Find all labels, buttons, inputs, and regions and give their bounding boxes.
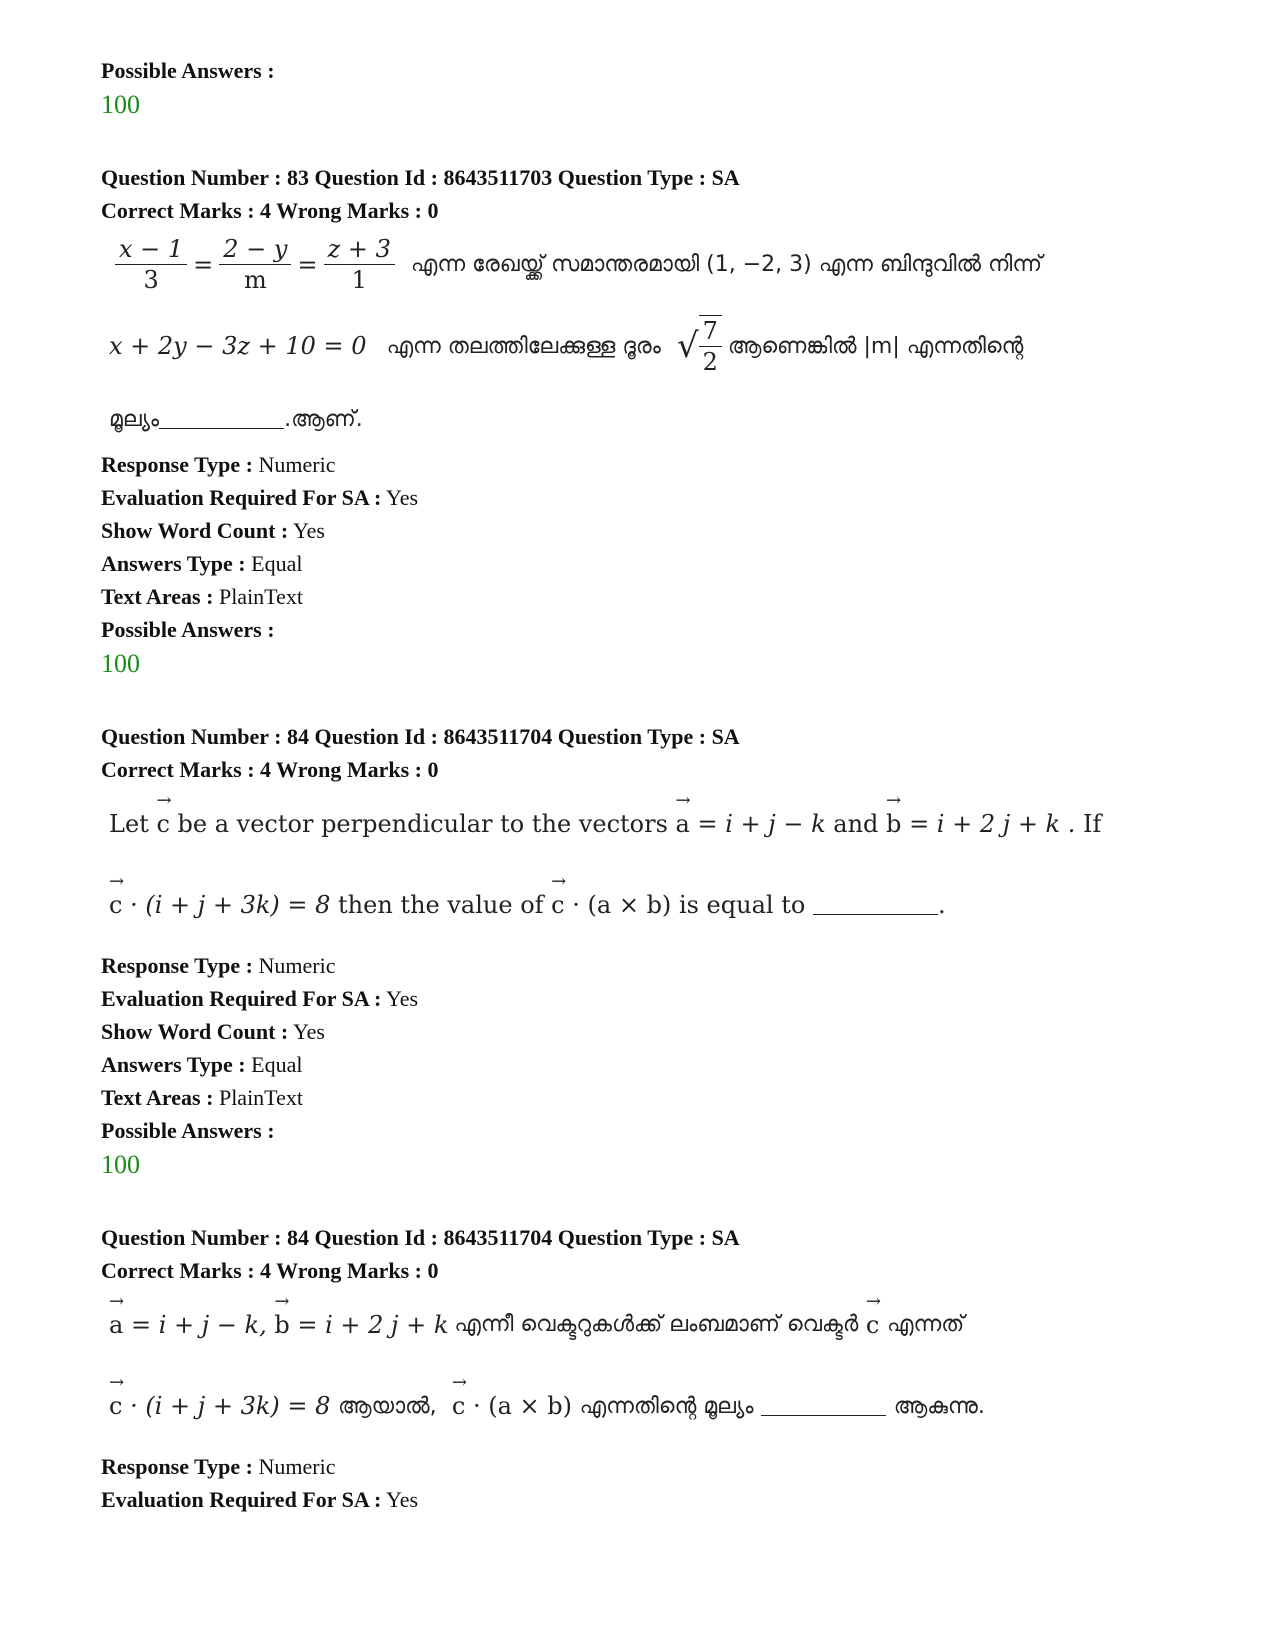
question-marks: Correct Marks : 4 Wrong Marks : 0 [101, 757, 439, 782]
possible-answers-label: Possible Answers : [101, 1118, 275, 1143]
question-line-3 [109, 390, 1181, 448]
question-line-2: → c · (i + j + 3k) = 8 ആയാൽ, → c · (a × b) എന്നതിന്റെ മൂല്യം ആകുന്നു. [109, 1362, 1181, 1450]
answers-type-value: Equal [251, 551, 303, 576]
question-text: .ആണ്. [284, 406, 363, 432]
fraction-2: $\frac{2 - y}{m}$ [219, 234, 291, 295]
answer-blank [159, 410, 284, 429]
text-areas-value: PlainText [218, 1085, 303, 1110]
question-text: എന്നത് [887, 1312, 965, 1337]
answer-blank [761, 1397, 886, 1416]
question-body [109, 786, 1181, 949]
question-84-english: Question Number : 84 Question Id : 8643511704 Question Type : SA Correct Marks : 4 Wrong Marks : 0 Let → c be a vector perpendicular to the vectors → a = i + j − k and → b = i + 2 j + k . If → c · (i + j + 3k) = 8 then the value of → c · (a × b) is equal to . Response Type : Numeric Evaluation Required For SA : Yes Show Word Count : Yes Answers Type : Equal Text Areas : PlainText Possible Answers : 100 [101, 720, 1181, 1183]
question-marks: Correct Marks : 4 Wrong Marks : 0 [101, 198, 439, 223]
possible-answer-value: 100 [101, 90, 140, 119]
response-type-value: Numeric [258, 452, 336, 477]
question-text: എന്നതിന്റെ മൂല്യം [579, 1393, 754, 1419]
vector-c: → c [109, 891, 122, 919]
possible-answer-value: 100 [101, 649, 140, 678]
possible-answers-label: Possible Answers : [101, 58, 275, 83]
question-line-1: → a = i + j − k, → b = i + 2 j + k എന്നീ വെക്ടറുകൾക്ക് ലംബമാണ് വെക്ടർ → c എന്നത് [109, 1287, 1181, 1362]
question-body [109, 227, 1181, 448]
question-body [109, 1287, 1181, 1450]
document-page [101, 54, 1181, 1516]
answer-blank [813, 896, 938, 915]
possible-answers-label: Possible Answers : [101, 617, 275, 642]
vector-c: → c [866, 1311, 879, 1339]
show-word-count-value: Yes [292, 1019, 325, 1044]
question-header: Question Number : 84 Question Id : 8643511704 Question Type : SA [101, 724, 740, 749]
possible-answer-value: 100 [101, 1150, 140, 1179]
question-84-malayalam: Question Number : 84 Question Id : 8643511704 Question Type : SA Correct Marks : 4 Wrong Marks : 0 → a = i + j − k, → b = i + 2 j + k എന്നീ വെക്ടറുകൾക്ക് ലംബമാണ് വെക്ടർ → c എന്നത് → c · (i + j + 3k) = 8 ആയാൽ, → c · (a × b) എന്നതിന്റെ മൂല്യം ആകുന്നു. Response Type : Numeric Evaluation Required For SA : Yes [101, 1221, 1181, 1516]
response-type-value: Numeric [258, 1454, 336, 1479]
vector-a: → a [109, 1311, 123, 1339]
vector-b: → b [886, 810, 901, 838]
response-type-value: Numeric [258, 953, 336, 978]
fraction-1: $\frac{x - 1}{3}$ [115, 234, 187, 295]
question-83: Question Number : 83 Question Id : 8643511703 Question Type : SA Correct Marks : 4 Wrong Marks : 0 $\frac{x - 1}{3}$ = $\frac{2 - y}{m}$ = $\frac{z + 3}{1}$ എന്ന രേഖയ്ക്ക് സമാന്തരമായി (1, −2, 3) എന്ന ബിന്ദുവിൽ നിന്ന് x + 2y − 3z + 10 = 0 എന്ന തലത്തിലേക്കുള്ള ദൂരം √ $\frac{7}{2}$ ആണെങ്കിൽ |m| എന്നതിന്റെ മൂല്യം .ആണ്. Response Type : Numeric Evaluation Required For SA : Yes Show Word Count : Yes Answers Type : Equal Text Areas : PlainText Possible Answers : 100 [101, 161, 1181, 682]
vector-b: → b [274, 1311, 289, 1339]
question-line-1: $\frac{x - 1}{3}$ = $\frac{2 - y}{m}$ = $\frac{z + 3}{1}$ എന്ന രേഖയ്ക്ക് സമാന്തരമായി (1, −2, 3) എന്ന ബിന്ദുവിൽ നിന്ന് [109, 227, 1181, 302]
question-text: ആയാൽ, [338, 1393, 437, 1419]
question-header: Question Number : 84 Question Id : 8643511704 Question Type : SA [101, 1225, 740, 1250]
question-text: ആകുന്നു. [893, 1393, 985, 1419]
question-text: എന്ന തലത്തിലേക്കുള്ള ദൂരം [386, 333, 661, 359]
text-areas-value: PlainText [218, 584, 303, 609]
answers-type-value: Equal [251, 1052, 303, 1077]
vector-c: → c [551, 891, 564, 919]
question-text: എന്ന രേഖയ്ക്ക് സമാന്തരമായി (1, −2, 3) എന്ന ബിന്ദുവിൽ നിന്ന് [410, 252, 1043, 277]
vector-c: → c [109, 1392, 122, 1420]
question-marks: Correct Marks : 4 Wrong Marks : 0 [101, 1258, 439, 1283]
evaluation-required-value: Yes [386, 986, 419, 1011]
question-line-1: Let → c be a vector perpendicular to the vectors → a = i + j − k and → b = i + 2 j + k . If [109, 786, 1181, 861]
evaluation-required-value: Yes [386, 1487, 419, 1512]
plane-equation: x + 2y − 3z + 10 = 0 [109, 332, 367, 360]
question-header: Question Number : 83 Question Id : 8643511703 Question Type : SA [101, 165, 740, 190]
question-text: എന്നീ വെക്ടറുകൾക്ക് ലംബമാണ് വെക്ടർ [454, 1312, 859, 1337]
evaluation-required-value: Yes [386, 485, 419, 510]
vector-c: → c [452, 1392, 465, 1420]
vector-a: → a [676, 810, 690, 838]
question-text: മൂല്യം [109, 406, 160, 432]
question-line-2 [109, 302, 1181, 390]
fraction-3: $\frac{z + 3}{1}$ [324, 234, 395, 295]
sqrt-fraction: √ $\frac{7}{2}$ [677, 315, 722, 377]
show-word-count-value: Yes [292, 518, 325, 543]
vector-c: → c [156, 810, 169, 838]
question-line-2: → c · (i + j + 3k) = 8 then the value of → c · (a × b) is equal to . [109, 861, 1181, 949]
question-text: ആണെങ്കിൽ |m| എന്നതിന്റെ [727, 333, 1024, 359]
